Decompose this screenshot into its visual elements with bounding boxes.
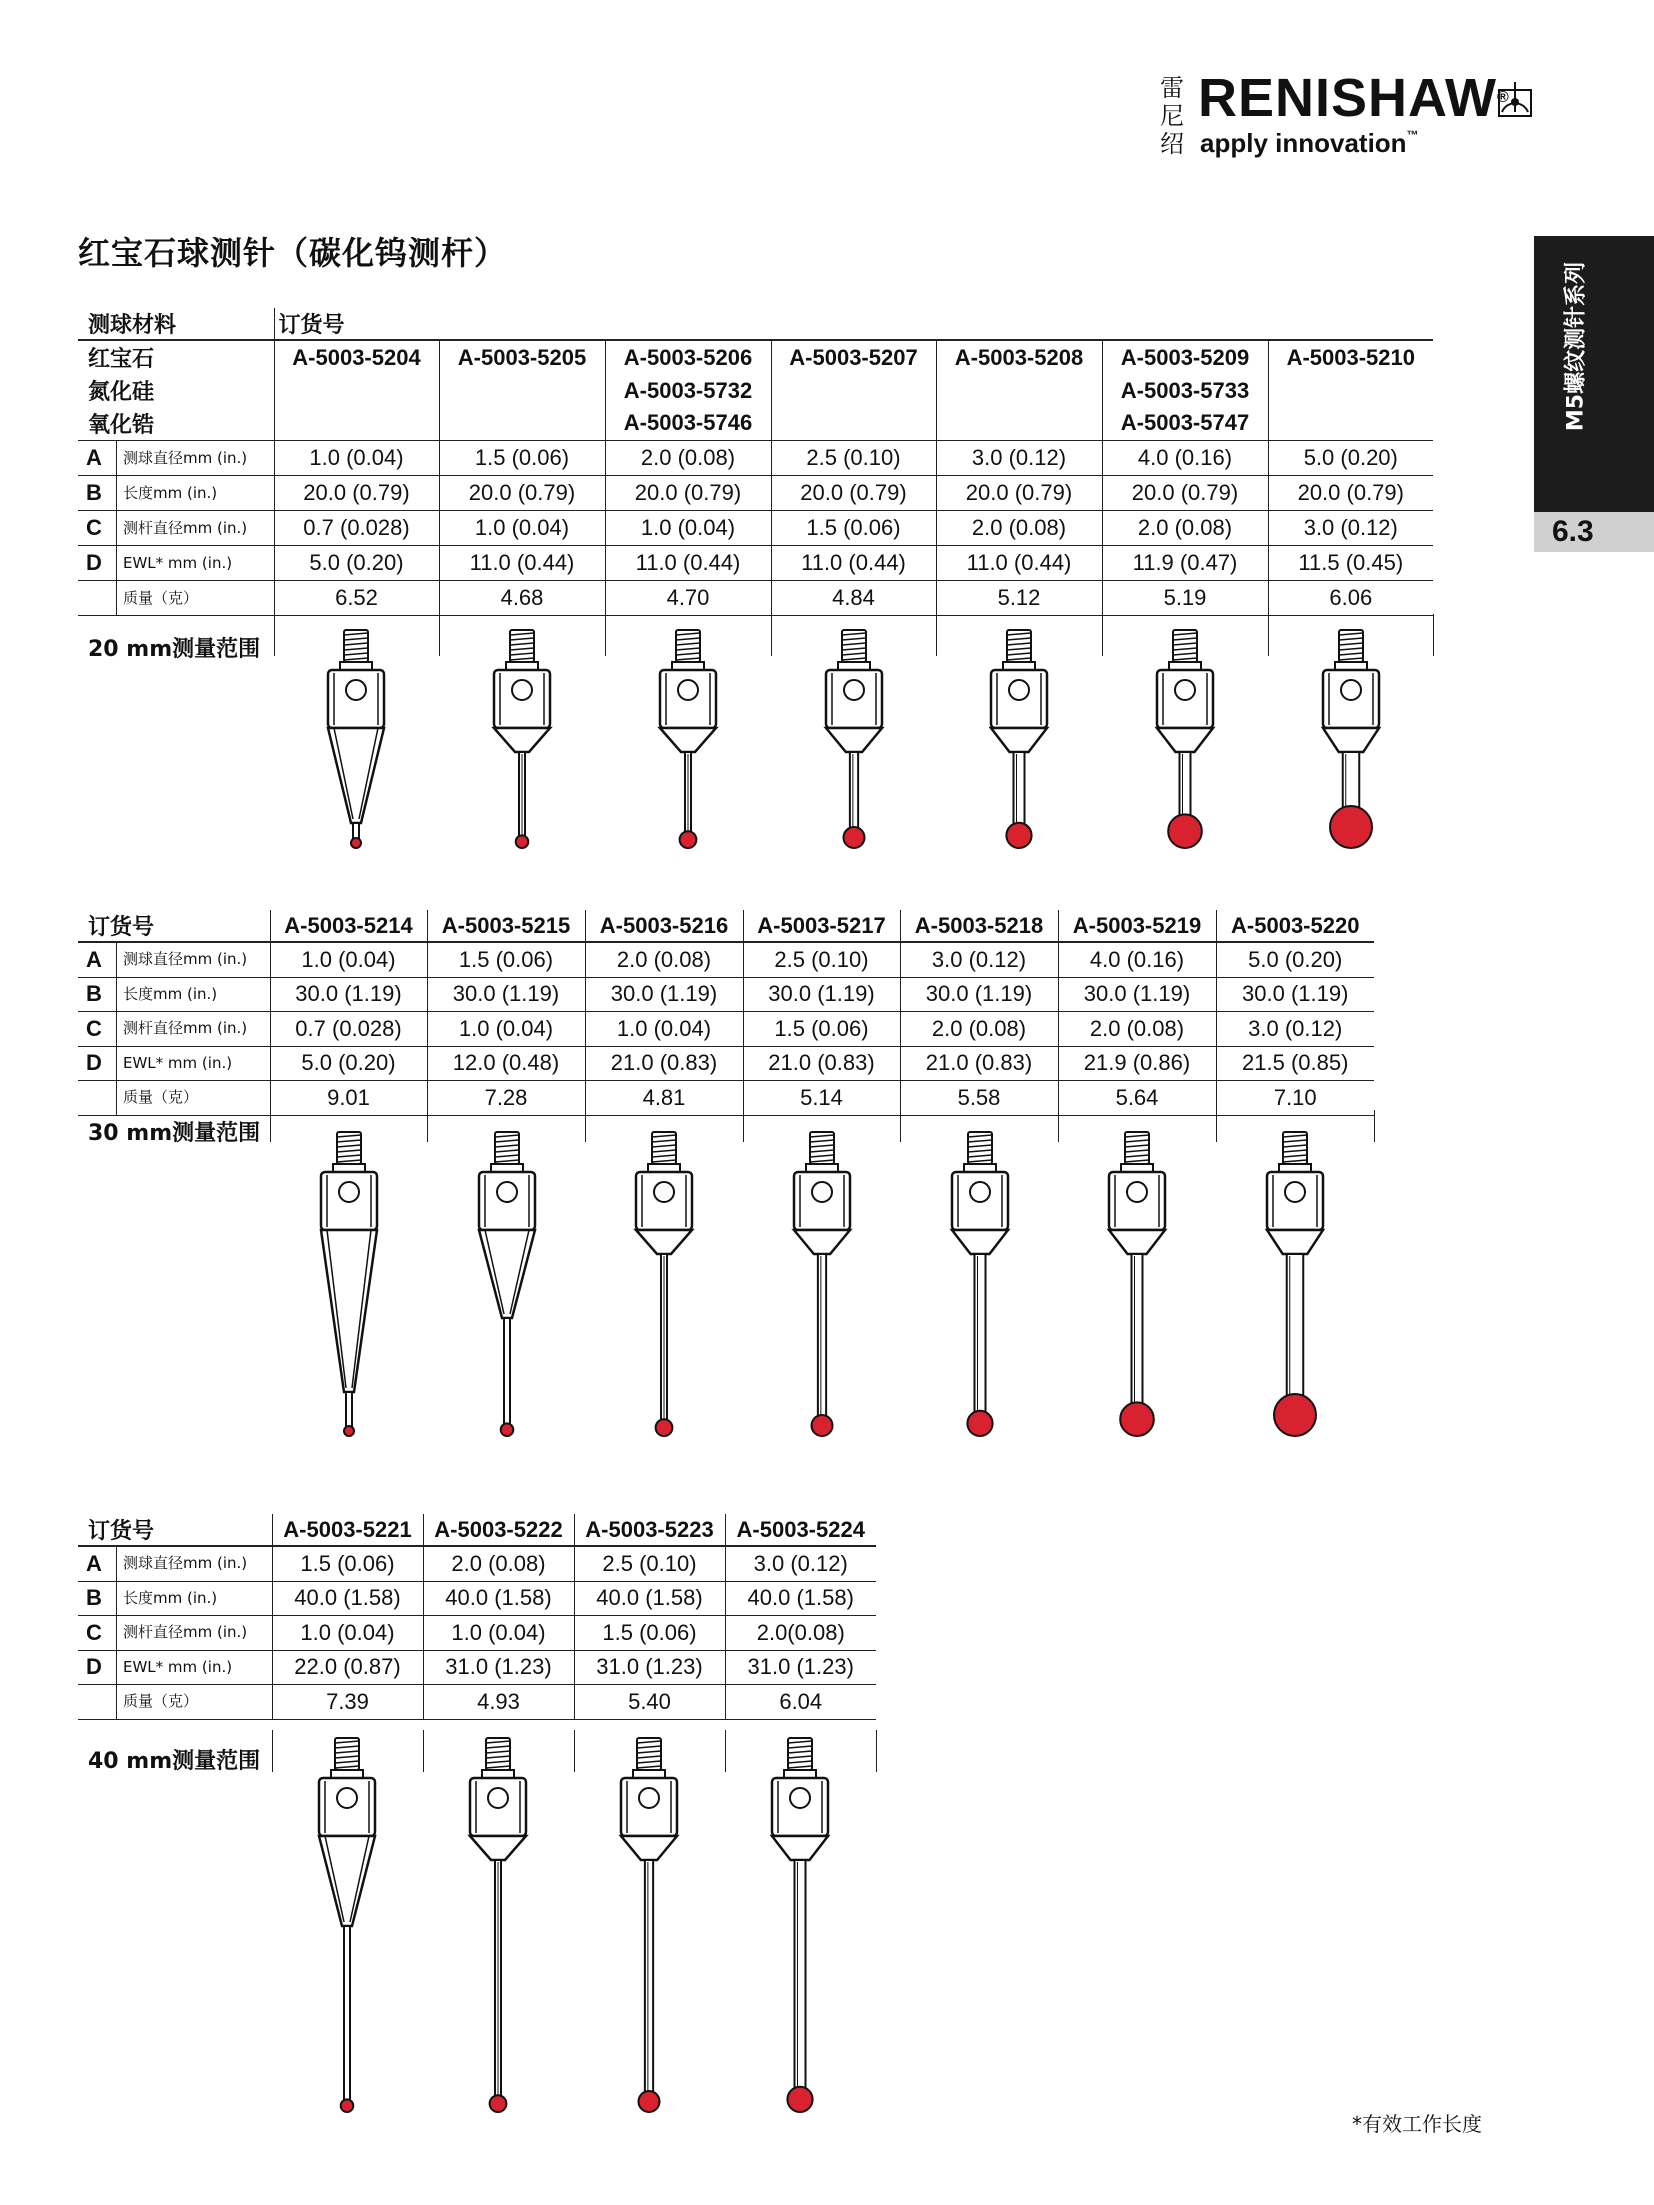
part-number-row bbox=[78, 374, 1433, 407]
spec-value: 2.5 (0.10) bbox=[574, 1546, 725, 1581]
spec-row bbox=[78, 1012, 1374, 1047]
row-parameter-label: EWL* mm (in.) bbox=[116, 1047, 232, 1081]
row-label-cell bbox=[78, 1650, 272, 1685]
column-divider bbox=[427, 1110, 428, 1142]
spec-value: 5.0 (0.20) bbox=[1216, 942, 1374, 977]
spec-value: 31.0 (1.23) bbox=[423, 1650, 574, 1685]
part-number: A-5003-5207 bbox=[771, 340, 936, 374]
section-side-tab bbox=[1534, 236, 1654, 512]
stylus-drawing bbox=[628, 628, 748, 864]
row-parameter-label: 测球直径mm (in.) bbox=[116, 1547, 247, 1581]
material-zirconia: 氧化锆 bbox=[78, 407, 274, 440]
part-number: A-5003-5223 bbox=[574, 1514, 725, 1546]
row-label-cell bbox=[78, 1081, 270, 1116]
material-header: 测球材料 bbox=[78, 308, 274, 340]
part-number bbox=[439, 374, 605, 407]
spec-value: 1.5 (0.06) bbox=[743, 1012, 900, 1047]
stylus-drawing bbox=[794, 628, 914, 864]
spec-value: 11.5 (0.45) bbox=[1268, 545, 1433, 580]
registered-mark: ® bbox=[1497, 89, 1510, 106]
spec-value: 20.0 (0.79) bbox=[771, 475, 936, 510]
spec-value: 20.0 (0.79) bbox=[1102, 475, 1268, 510]
spec-value: 21.0 (0.83) bbox=[743, 1046, 900, 1081]
spec-value: 4.0 (0.16) bbox=[1102, 440, 1268, 475]
spec-row bbox=[78, 1685, 876, 1720]
column-divider bbox=[743, 1110, 744, 1142]
part-number bbox=[771, 374, 936, 407]
spec-value: 6.06 bbox=[1268, 580, 1433, 615]
stylus-drawing bbox=[1291, 628, 1411, 864]
spec-value: 4.68 bbox=[439, 580, 605, 615]
row-parameter-label: 测球直径mm (in.) bbox=[116, 943, 247, 977]
stylus-drawing bbox=[740, 1736, 860, 2128]
spec-row bbox=[78, 1650, 876, 1685]
stylus-drawing bbox=[1125, 628, 1245, 864]
column-divider bbox=[876, 1730, 877, 1772]
spec-value: 6.04 bbox=[725, 1685, 876, 1720]
row-letter: D bbox=[86, 1050, 102, 1076]
spec-value: 30.0 (1.19) bbox=[900, 977, 1058, 1012]
column-divider bbox=[1058, 1110, 1059, 1142]
part-number bbox=[771, 407, 936, 440]
tagline-text: apply innovation bbox=[1200, 128, 1407, 158]
part-number: A-5003-5210 bbox=[1268, 340, 1433, 374]
spec-value: 5.40 bbox=[574, 1685, 725, 1720]
row-parameter-label: 长度mm (in.) bbox=[116, 476, 217, 510]
spec-value: 5.0 (0.20) bbox=[270, 1046, 427, 1081]
row-label-cell bbox=[78, 1685, 272, 1720]
spec-value: 1.0 (0.04) bbox=[605, 510, 771, 545]
row-letter: C bbox=[86, 1619, 102, 1645]
spec-value: 11.0 (0.44) bbox=[936, 545, 1102, 580]
spec-value: 0.7 (0.028) bbox=[270, 1012, 427, 1047]
row-parameter-label: EWL* mm (in.) bbox=[116, 1651, 232, 1685]
spec-value: 40.0 (1.58) bbox=[423, 1581, 574, 1616]
row-label-cell bbox=[78, 440, 274, 475]
row-label-cell bbox=[78, 977, 270, 1012]
renishaw-probe-icon bbox=[1498, 78, 1532, 118]
order-header: 订货号 bbox=[78, 1514, 272, 1546]
row-label-cell bbox=[78, 580, 274, 615]
spec-value: 11.0 (0.44) bbox=[605, 545, 771, 580]
part-number: A-5003-5733 bbox=[1102, 374, 1268, 407]
spec-value: 5.64 bbox=[1058, 1081, 1216, 1116]
spec-value: 12.0 (0.48) bbox=[427, 1046, 585, 1081]
spec-value: 40.0 (1.58) bbox=[574, 1581, 725, 1616]
part-number bbox=[1268, 407, 1433, 440]
spec-value: 5.0 (0.20) bbox=[1268, 440, 1433, 475]
spec-value: 21.5 (0.85) bbox=[1216, 1046, 1374, 1081]
spec-value: 20.0 (0.79) bbox=[1268, 475, 1433, 510]
spec-value: 2.0 (0.08) bbox=[936, 510, 1102, 545]
row-parameter-label: 长度mm (in.) bbox=[116, 1582, 217, 1616]
spec-value: 1.0 (0.04) bbox=[270, 942, 427, 977]
part-number-row bbox=[78, 340, 1433, 374]
material-silicon-nitride: 氮化硅 bbox=[88, 380, 155, 405]
part-number: A-5003-5214 bbox=[270, 910, 427, 942]
logo-char: 雷 bbox=[1160, 74, 1184, 102]
spec-value: 30.0 (1.19) bbox=[1216, 977, 1374, 1012]
spec-row bbox=[78, 1046, 1374, 1081]
spec-value: 20.0 (0.79) bbox=[439, 475, 605, 510]
part-number: A-5003-5209 bbox=[1102, 340, 1268, 374]
column-divider bbox=[585, 1110, 586, 1142]
spec-value: 3.0 (0.12) bbox=[725, 1546, 876, 1581]
spec-value: 4.93 bbox=[423, 1685, 574, 1720]
row-label-cell bbox=[78, 510, 274, 545]
part-number: A-5003-5746 bbox=[605, 407, 771, 440]
spec-value: 4.70 bbox=[605, 580, 771, 615]
row-letter: D bbox=[86, 549, 102, 575]
spec-value: 40.0 (1.58) bbox=[272, 1581, 423, 1616]
spec-value: 2.0(0.08) bbox=[725, 1616, 876, 1651]
row-letter: C bbox=[86, 514, 102, 540]
spec-value: 2.0 (0.08) bbox=[900, 1012, 1058, 1047]
spec-value: 1.5 (0.06) bbox=[427, 942, 585, 977]
trademark-mark: ™ bbox=[1406, 128, 1419, 142]
renishaw-logo bbox=[1160, 68, 1540, 162]
material-ruby: 红宝石 bbox=[88, 347, 155, 372]
row-parameter-label: 测杆直径mm (in.) bbox=[116, 511, 247, 545]
stylus-drawing bbox=[604, 1130, 724, 1452]
spec-value: 2.0 (0.08) bbox=[1102, 510, 1268, 545]
logo-wordmark-text: RENISHAW bbox=[1198, 68, 1498, 128]
part-number-row bbox=[78, 407, 1433, 440]
spec-value: 1.0 (0.04) bbox=[585, 1012, 743, 1047]
spec-row bbox=[78, 1546, 876, 1581]
column-divider bbox=[272, 1730, 273, 1772]
spec-value: 7.28 bbox=[427, 1081, 585, 1116]
spec-value: 5.0 (0.20) bbox=[274, 545, 439, 580]
row-parameter-label: 质量（克） bbox=[116, 1685, 198, 1719]
spec-value: 3.0 (0.12) bbox=[936, 440, 1102, 475]
row-letter: A bbox=[86, 946, 102, 972]
spec-row bbox=[78, 580, 1433, 615]
spec-value: 1.5 (0.06) bbox=[272, 1546, 423, 1581]
spec-value: 20.0 (0.79) bbox=[605, 475, 771, 510]
spec-row bbox=[78, 1581, 876, 1616]
stylus-table-30mm bbox=[78, 910, 1374, 1116]
spec-value: 5.19 bbox=[1102, 580, 1268, 615]
spec-row bbox=[78, 545, 1433, 580]
spec-value: 30.0 (1.19) bbox=[270, 977, 427, 1012]
stylus-drawing bbox=[1235, 1130, 1355, 1452]
part-number bbox=[1268, 374, 1433, 407]
spec-value: 30.0 (1.19) bbox=[743, 977, 900, 1012]
part-number: A-5003-5222 bbox=[423, 1514, 574, 1546]
spec-value: 5.14 bbox=[743, 1081, 900, 1116]
spec-value: 20.0 (0.79) bbox=[274, 475, 439, 510]
stylus-drawing bbox=[296, 628, 416, 864]
spec-row bbox=[78, 440, 1433, 475]
part-number bbox=[936, 374, 1102, 407]
row-letter: A bbox=[86, 1550, 102, 1576]
row-label-cell bbox=[78, 545, 274, 580]
spec-row bbox=[78, 1616, 876, 1651]
row-letter: A bbox=[86, 444, 102, 470]
spec-value: 6.52 bbox=[274, 580, 439, 615]
header-row bbox=[78, 308, 1433, 340]
column-divider bbox=[1102, 614, 1103, 656]
spec-value: 30.0 (1.19) bbox=[1058, 977, 1216, 1012]
spec-value: 21.0 (0.83) bbox=[900, 1046, 1058, 1081]
range-label-20mm: 20 mm测量范围 bbox=[88, 637, 261, 662]
part-number bbox=[274, 374, 439, 407]
row-letter: C bbox=[86, 1015, 102, 1041]
column-divider bbox=[605, 614, 606, 656]
spec-value: 31.0 (1.23) bbox=[725, 1650, 876, 1685]
logo-chinese-name bbox=[1160, 74, 1190, 158]
spec-value: 9.01 bbox=[270, 1081, 427, 1116]
stylus-table-40mm bbox=[78, 1514, 876, 1720]
row-parameter-label: 质量（克） bbox=[116, 581, 198, 615]
row-label-cell bbox=[78, 1046, 270, 1081]
stylus-drawing bbox=[762, 1130, 882, 1452]
order-header: 订货号 bbox=[78, 910, 270, 942]
part-number: A-5003-5215 bbox=[427, 910, 585, 942]
spec-value: 2.0 (0.08) bbox=[423, 1546, 574, 1581]
part-number bbox=[274, 407, 439, 440]
spec-row bbox=[78, 475, 1433, 510]
spec-value: 1.0 (0.04) bbox=[427, 1012, 585, 1047]
part-number: A-5003-5224 bbox=[725, 1514, 876, 1546]
spec-value: 1.5 (0.06) bbox=[574, 1616, 725, 1651]
spec-value: 1.0 (0.04) bbox=[272, 1616, 423, 1651]
stylus-drawing bbox=[438, 1736, 558, 2128]
spec-value: 4.81 bbox=[585, 1081, 743, 1116]
range-label-30mm: 30 mm测量范围 bbox=[88, 1121, 261, 1146]
row-parameter-label: 测球直径mm (in.) bbox=[116, 441, 247, 475]
column-divider bbox=[1216, 1110, 1217, 1142]
spec-value: 7.10 bbox=[1216, 1081, 1374, 1116]
spec-value: 11.0 (0.44) bbox=[771, 545, 936, 580]
spec-row bbox=[78, 1081, 1374, 1116]
part-number: A-5003-5218 bbox=[900, 910, 1058, 942]
page-title: 红宝石球测针（碳化钨测杆） bbox=[78, 234, 508, 272]
part-number bbox=[439, 407, 605, 440]
part-number: A-5003-5206 bbox=[605, 340, 771, 374]
row-letter: B bbox=[86, 981, 102, 1007]
spec-value: 20.0 (0.79) bbox=[936, 475, 1102, 510]
part-number: A-5003-5217 bbox=[743, 910, 900, 942]
column-divider bbox=[900, 1110, 901, 1142]
spec-value: 11.9 (0.47) bbox=[1102, 545, 1268, 580]
spec-value: 2.0 (0.08) bbox=[605, 440, 771, 475]
header-row bbox=[78, 910, 1374, 942]
spec-value: 22.0 (0.87) bbox=[272, 1650, 423, 1685]
spec-value: 30.0 (1.19) bbox=[427, 977, 585, 1012]
row-parameter-label: 测杆直径mm (in.) bbox=[116, 1012, 247, 1046]
column-divider bbox=[270, 1110, 271, 1142]
row-label-cell bbox=[78, 1546, 272, 1581]
column-divider bbox=[936, 614, 937, 656]
spec-value: 3.0 (0.12) bbox=[1268, 510, 1433, 545]
part-number: A-5003-5208 bbox=[936, 340, 1102, 374]
part-number: A-5003-5205 bbox=[439, 340, 605, 374]
row-label-cell bbox=[78, 1616, 272, 1651]
column-divider bbox=[274, 614, 275, 656]
spec-value: 7.39 bbox=[272, 1685, 423, 1720]
row-letter: B bbox=[86, 1585, 102, 1611]
spec-value: 31.0 (1.23) bbox=[574, 1650, 725, 1685]
spec-value: 5.12 bbox=[936, 580, 1102, 615]
part-number: A-5003-5204 bbox=[274, 340, 439, 374]
side-tab-label: M5螺纹测针系列 bbox=[1563, 261, 1589, 432]
row-label-cell bbox=[78, 942, 270, 977]
logo-char: 绍 bbox=[1160, 130, 1184, 158]
stylus-drawing bbox=[462, 628, 582, 864]
stylus-drawing bbox=[447, 1130, 567, 1452]
range-label-40mm: 40 mm测量范围 bbox=[88, 1749, 261, 1774]
row-parameter-label: 测杆直径mm (in.) bbox=[116, 1616, 247, 1650]
part-number: A-5003-5216 bbox=[585, 910, 743, 942]
footnote: *有效工作长度 bbox=[1352, 2112, 1482, 2136]
logo-tagline bbox=[1200, 128, 1419, 159]
part-number bbox=[936, 407, 1102, 440]
section-number: 6.3 bbox=[1534, 512, 1654, 552]
logo-wordmark bbox=[1198, 68, 1510, 128]
part-number: A-5003-5732 bbox=[605, 374, 771, 407]
stylus-drawing bbox=[959, 628, 1079, 864]
spec-value: 2.5 (0.10) bbox=[743, 942, 900, 977]
stylus-drawing bbox=[289, 1130, 409, 1452]
spec-value: 3.0 (0.12) bbox=[900, 942, 1058, 977]
order-header: 订货号 bbox=[274, 308, 1433, 340]
spec-value: 21.9 (0.86) bbox=[1058, 1046, 1216, 1081]
stylus-drawing bbox=[287, 1736, 407, 2128]
spec-value: 2.0 (0.08) bbox=[585, 942, 743, 977]
stylus-drawing bbox=[1077, 1130, 1197, 1452]
spec-value: 1.5 (0.06) bbox=[771, 510, 936, 545]
spec-value: 11.0 (0.44) bbox=[439, 545, 605, 580]
spec-value: 4.84 bbox=[771, 580, 936, 615]
row-parameter-label: EWL* mm (in.) bbox=[116, 546, 232, 580]
spec-value: 2.5 (0.10) bbox=[771, 440, 936, 475]
row-parameter-label: 长度mm (in.) bbox=[116, 978, 217, 1012]
spec-value: 1.0 (0.04) bbox=[439, 510, 605, 545]
stylus-table-20mm bbox=[78, 308, 1433, 616]
spec-value: 4.0 (0.16) bbox=[1058, 942, 1216, 977]
stylus-drawing bbox=[920, 1130, 1040, 1452]
column-divider bbox=[1374, 1110, 1375, 1142]
column-divider bbox=[1268, 614, 1269, 656]
row-parameter-label: 质量（克） bbox=[116, 1081, 198, 1115]
spec-value: 0.7 (0.028) bbox=[274, 510, 439, 545]
row-letter: B bbox=[86, 479, 102, 505]
spec-value: 3.0 (0.12) bbox=[1216, 1012, 1374, 1047]
spec-value: 1.0 (0.04) bbox=[423, 1616, 574, 1651]
row-label-cell bbox=[78, 1012, 270, 1047]
column-divider bbox=[574, 1730, 575, 1772]
spec-value: 1.0 (0.04) bbox=[274, 440, 439, 475]
column-divider bbox=[771, 614, 772, 656]
column-divider bbox=[725, 1730, 726, 1772]
spec-value: 2.0 (0.08) bbox=[1058, 1012, 1216, 1047]
part-number: A-5003-5219 bbox=[1058, 910, 1216, 942]
row-label-cell bbox=[78, 1581, 272, 1616]
stylus-drawing bbox=[589, 1736, 709, 2128]
header-row bbox=[78, 1514, 876, 1546]
part-number: A-5003-5220 bbox=[1216, 910, 1374, 942]
part-number: A-5003-5747 bbox=[1102, 407, 1268, 440]
spec-value: 30.0 (1.19) bbox=[585, 977, 743, 1012]
column-divider bbox=[423, 1730, 424, 1772]
spec-value: 1.5 (0.06) bbox=[439, 440, 605, 475]
column-divider bbox=[1433, 614, 1434, 656]
logo-char: 尼 bbox=[1160, 102, 1184, 130]
row-letter: D bbox=[86, 1654, 102, 1680]
part-number: A-5003-5221 bbox=[272, 1514, 423, 1546]
spec-value: 40.0 (1.58) bbox=[725, 1581, 876, 1616]
spec-value: 21.0 (0.83) bbox=[585, 1046, 743, 1081]
spec-row bbox=[78, 510, 1433, 545]
column-divider bbox=[439, 614, 440, 656]
row-label-cell bbox=[78, 475, 274, 510]
spec-row bbox=[78, 977, 1374, 1012]
spec-row bbox=[78, 942, 1374, 977]
spec-value: 5.58 bbox=[900, 1081, 1058, 1116]
